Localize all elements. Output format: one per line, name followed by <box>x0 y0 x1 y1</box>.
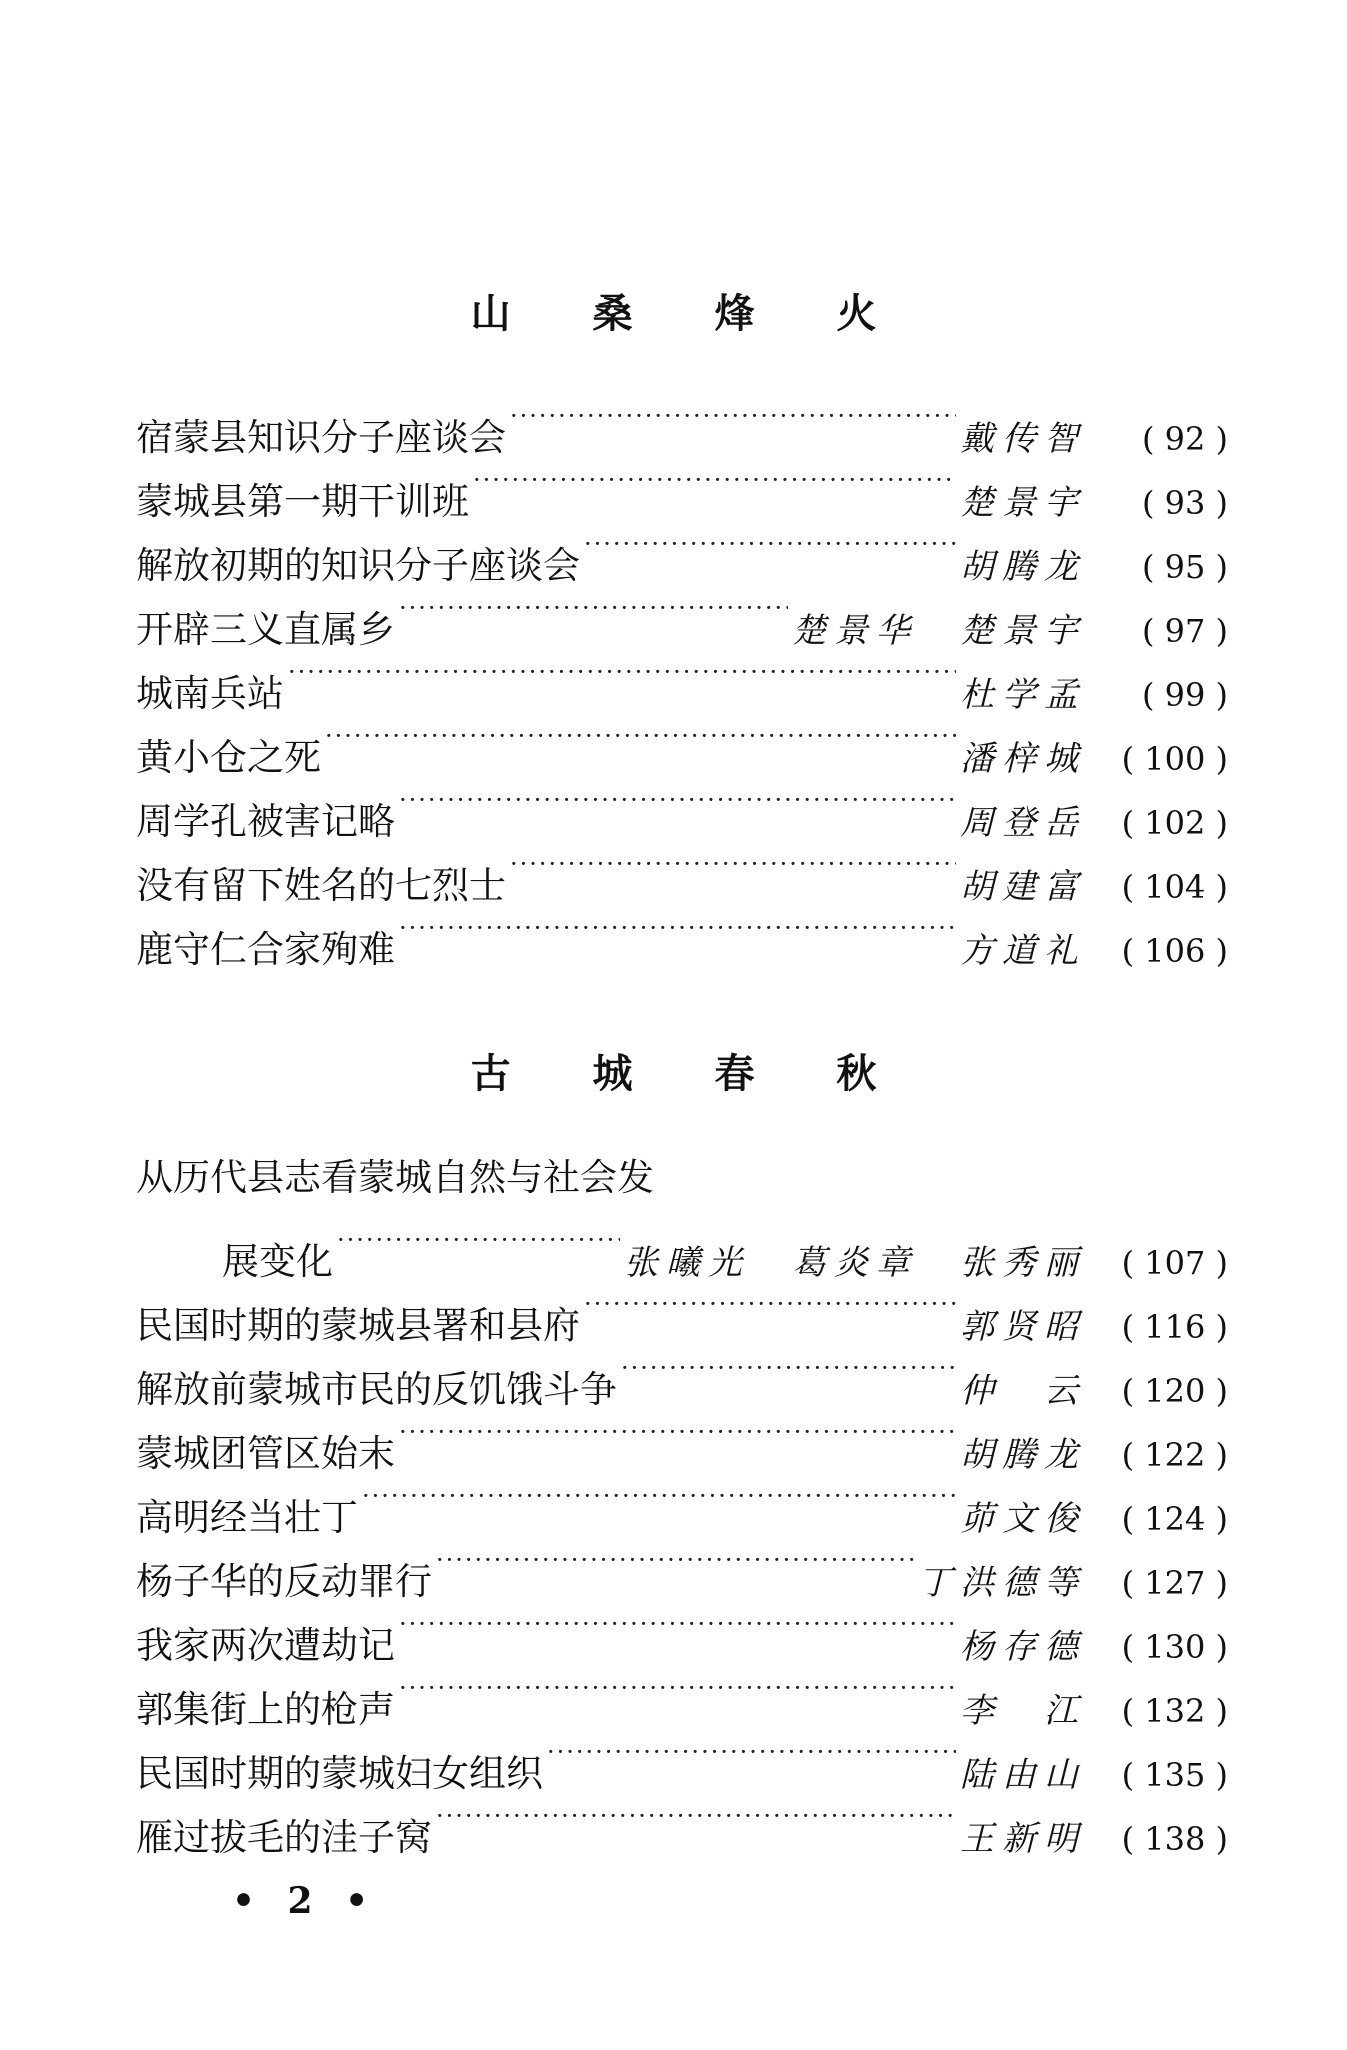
entry-page: ( 93 ) <box>1141 484 1228 522</box>
entry-author: 周登岳 <box>960 803 1086 843</box>
entry-page: ( 127 ) <box>1121 1564 1228 1602</box>
dot-leader <box>510 834 956 898</box>
dot-leader <box>584 1274 956 1338</box>
toc-section-1 <box>136 386 1228 971</box>
entry-author: 张曦光 葛炎章 张秀丽 <box>624 1243 1086 1283</box>
entry-page: ( 138 ) <box>1121 1820 1228 1858</box>
entry-author: 李 江 <box>960 1691 1086 1731</box>
page-number: • 2 • <box>232 1880 379 1922</box>
entry-author: 郭贤昭 <box>960 1307 1086 1347</box>
toc-entry-line2[interactable] <box>136 1210 1228 1283</box>
section-title-shansang-fenghuo: 山 桑 烽 火 <box>470 291 911 337</box>
entry-author: 杜学孟 <box>960 675 1086 715</box>
entry-title: 没有留下姓名的七烈士 <box>136 864 506 907</box>
dot-leader <box>436 1786 956 1850</box>
dot-leader <box>325 706 956 770</box>
section-title-gucheng-chunqiu: 古 城 春 秋 <box>470 1051 911 1097</box>
dot-leader <box>362 1466 956 1530</box>
entry-page: ( 122 ) <box>1121 1436 1228 1474</box>
entry-title: 黄小仓之死 <box>136 736 321 779</box>
dot-leader <box>399 770 956 834</box>
entry-title: 蒙城县第一期干训班 <box>136 480 469 523</box>
entry-title: 民国时期的蒙城县署和县府 <box>136 1304 580 1347</box>
entry-page: ( 104 ) <box>1121 868 1228 906</box>
toc-section-2 <box>136 1146 1228 1859</box>
entry-page: ( 102 ) <box>1121 804 1228 842</box>
dot-leader <box>510 386 956 450</box>
entry-author: 丁洪德等 <box>918 1563 1086 1603</box>
entry-title: 郭集街上的枪声 <box>136 1688 395 1731</box>
dot-leader <box>621 1338 956 1402</box>
entry-page: ( 95 ) <box>1141 548 1228 586</box>
entry-author: 方道礼 <box>960 931 1086 971</box>
entry-author: 王新明 <box>960 1819 1086 1859</box>
entry-author: 茆文俊 <box>960 1499 1086 1539</box>
entry-title: 我家两次遭劫记 <box>136 1624 395 1667</box>
dot-leader <box>399 1594 956 1658</box>
entry-title: 解放初期的知识分子座谈会 <box>136 544 580 587</box>
dot-leader <box>584 514 956 578</box>
entry-title: 周学孔被害记略 <box>136 800 395 843</box>
entry-title-continued: 展变化 <box>222 1240 333 1283</box>
entry-author: 杨存德 <box>960 1627 1086 1667</box>
entry-page: ( 106 ) <box>1121 932 1228 970</box>
dot-leader <box>399 578 788 642</box>
dot-leader <box>399 1402 956 1466</box>
entry-page: ( 135 ) <box>1121 1756 1228 1794</box>
entry-page: ( 97 ) <box>1141 612 1228 650</box>
entry-title: 宿蒙县知识分子座谈会 <box>136 416 506 459</box>
entry-author: 戴传智 <box>960 419 1086 459</box>
toc-entry[interactable] <box>136 386 1228 459</box>
entry-title: 从历代县志看蒙城自然与社会发 <box>136 1156 654 1199</box>
entry-title: 雁过拔毛的洼子窝 <box>136 1816 432 1859</box>
entry-page: ( 132 ) <box>1121 1692 1228 1730</box>
toc-entry-line1[interactable] <box>136 1146 1228 1210</box>
entry-page: ( 130 ) <box>1121 1628 1228 1666</box>
dot-leader <box>547 1722 956 1786</box>
dot-leader <box>399 1658 956 1722</box>
entry-author: 楚景华 楚景宇 <box>792 611 1086 651</box>
dot-leader <box>399 898 956 962</box>
entry-title: 民国时期的蒙城妇女组织 <box>136 1752 543 1795</box>
entry-title: 鹿守仁合家殉难 <box>136 928 395 971</box>
entry-author: 楚景宇 <box>960 483 1086 523</box>
entry-author: 仲 云 <box>960 1371 1086 1411</box>
entry-title: 开辟三义直属乡 <box>136 608 395 651</box>
entry-author: 陆由山 <box>960 1755 1086 1795</box>
entry-page: ( 100 ) <box>1121 740 1228 778</box>
entry-title: 高明经当壮丁 <box>136 1496 358 1539</box>
entry-title: 蒙城团管区始末 <box>136 1432 395 1475</box>
entry-author: 潘梓城 <box>960 739 1086 779</box>
entry-author: 胡建富 <box>960 867 1086 907</box>
entry-title: 城南兵站 <box>136 672 284 715</box>
dot-leader <box>337 1210 620 1274</box>
entry-author: 胡腾龙 <box>960 1435 1086 1475</box>
entry-page: ( 124 ) <box>1121 1500 1228 1538</box>
entry-page: ( 107 ) <box>1121 1244 1228 1282</box>
entry-title: 杨子华的反动罪行 <box>136 1560 432 1603</box>
entry-page: ( 116 ) <box>1121 1308 1228 1346</box>
entry-page: ( 99 ) <box>1141 676 1228 714</box>
dot-leader <box>436 1530 914 1594</box>
entry-title: 解放前蒙城市民的反饥饿斗争 <box>136 1368 617 1411</box>
entry-page: ( 92 ) <box>1141 420 1228 458</box>
entry-page: ( 120 ) <box>1121 1372 1228 1410</box>
dot-leader <box>473 450 956 514</box>
entry-author: 胡腾龙 <box>960 547 1086 587</box>
dot-leader <box>288 642 956 706</box>
